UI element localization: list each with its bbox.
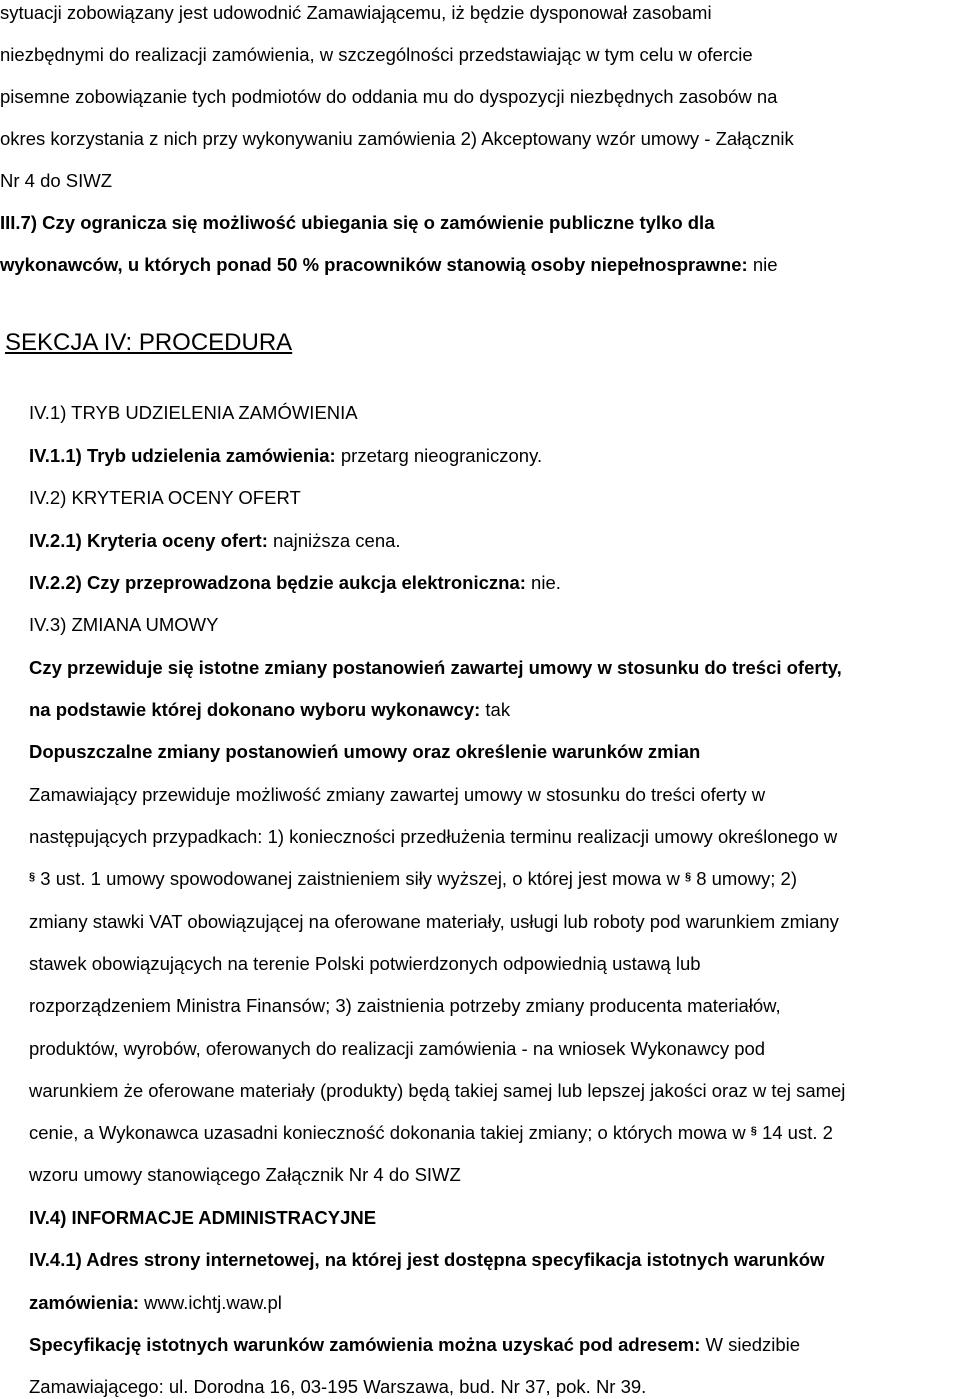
iv3-text-line-3-b: 8 umowy; 2): [696, 868, 797, 889]
iv3-text-line-2: następujących przypadkach: 1) konieczności przedłużenia terminu realizacji umowy określonego w: [29, 826, 838, 847]
iv4-url-label: zamówienia:: [29, 1292, 139, 1313]
iv3-text-line-7: produktów, wyrobów, oferowanych do realizacji zamówienia - na wniosek Wykonawcy pod: [29, 1038, 766, 1059]
iv3-sub-heading: Dopuszczalne zmiany postanowień umowy oraz określenie warunków zmian: [29, 741, 701, 762]
iv4-line-4: Zamawiającego: ul. Dorodna 16, 03-195 Warszawa, bud. Nr 37, pok. Nr 39.: [29, 1376, 647, 1397]
iv3-text-line-4: zmiany stawki VAT obowiązującej na oferowane materiały, usługi lub roboty pod warunkiem zmiany: [29, 911, 839, 932]
iv3-text-line-10: wzoru umowy stanowiącego Załącznik Nr 4 do SIWZ: [29, 1164, 461, 1185]
iv4-line-1: IV.4.1) Adres strony internetowej, na której jest dostępna specyfikacja istotnych warunków: [29, 1249, 825, 1270]
iv3-text-line-6: rozporządzeniem Ministra Finansów; 3) zaistnienia potrzeby zmiany producenta materiałów,: [29, 995, 781, 1016]
iv2-auction: [29, 571, 561, 595]
iv3-text-line-9-a: cenie, a Wykonawca uzasadni konieczność dokonania takiej zmiany; o których mowa w: [29, 1122, 746, 1143]
iv3-question-answer: tak: [480, 699, 511, 720]
intro-line-4: okres korzystania z nich przy wykonywaniu zamówienia 2) Akceptowany wzór umowy - Załącznik: [0, 128, 794, 149]
iv2-auction-value: nie.: [525, 572, 561, 593]
section-sign-icon: §: [750, 1125, 757, 1137]
iv2-criteria-value: najniższa cena.: [267, 530, 401, 551]
iv3-text-line-5: stawek obowiązujących na terenie Polski potwierdzonych odpowiednią ustawą lub: [29, 953, 701, 974]
question-iii7-answer: nie: [747, 254, 778, 275]
iv4-address-label: Specyfikację istotnych warunków zamówienia można uzyskać pod adresem:: [29, 1334, 701, 1355]
iv3-question-label: na podstawie której dokonano wyboru wykonawcy:: [29, 699, 481, 720]
iv2-criteria: [29, 529, 401, 553]
intro-line-1: sytuacji zobowiązany jest udowodnić Zamawiającemu, iż będzie dysponował zasobami: [0, 2, 712, 23]
intro-line-3: pisemne zobowiązanie tych podmiotów do oddania mu do dyspozycji niezbędnych zasobów na: [0, 86, 778, 107]
iv3-text-line-3-a: 3 ust. 1 umowy spowodowanej zaistnieniem siły wyższej, o której jest mowa w: [40, 868, 680, 889]
iv4-line-2: [29, 1291, 282, 1315]
iv1-mode-label: IV.1.1) Tryb udzielenia zamówienia:: [29, 445, 336, 466]
section-heading: SEKCJA IV: PROCEDURA: [5, 329, 293, 356]
question-iii7-line-1: III.7) Czy ogranicza się możliwość ubiegania się o zamówienie publiczne tylko dla: [0, 212, 715, 233]
iv3-question-line-2: [29, 698, 510, 722]
iv4-line-3: [29, 1333, 800, 1357]
iv3-text-line-9: [29, 1121, 833, 1145]
iv3-text-line-3: [29, 867, 797, 891]
iv2-criteria-label: IV.2.1) Kryteria oceny ofert:: [29, 530, 268, 551]
iv4-address-value: W siedzibie: [700, 1334, 801, 1355]
iv1-title: IV.1) TRYB UDZIELENIA ZAMÓWIENIA: [29, 402, 358, 423]
section-sign-icon: §: [29, 871, 36, 883]
section-sign-icon: §: [684, 871, 692, 883]
iv3-text-line-8: warunkiem że oferowane materiały (produkty) będą takiej samej lub lepszej jakości oraz w tej samej: [29, 1080, 846, 1101]
question-iii7-line-2: [0, 253, 778, 277]
iv3-title: IV.3) ZMIANA UMOWY: [29, 614, 219, 635]
iv3-question-line-1: Czy przewiduje się istotne zmiany postanowień zawartej umowy w stosunku do treści oferty,: [29, 657, 842, 678]
iv1-mode-value: przetarg nieograniczony.: [335, 445, 543, 466]
iv1-mode: [29, 444, 542, 468]
intro-line-5: Nr 4 do SIWZ: [0, 170, 113, 191]
question-iii7-label: wykonawców, u których ponad 50 % pracowników stanowią osoby niepełnosprawne:: [0, 254, 748, 275]
iv4-url-value[interactable]: www.ichtj.waw.pl: [139, 1292, 282, 1313]
intro-line-2: niezbędnymi do realizacji zamówienia, w szczególności przedstawiając w tym celu w ofercie: [0, 44, 753, 65]
iv2-title: IV.2) KRYTERIA OCENY OFERT: [29, 487, 301, 508]
iv3-text-line-9-b: 14 ust. 2: [761, 1122, 833, 1143]
iv2-auction-label: IV.2.2) Czy przeprowadzona będzie aukcja elektroniczna:: [29, 572, 526, 593]
iv3-text-line-1: Zamawiający przewiduje możliwość zmiany zawartej umowy w stosunku do treści oferty w: [29, 784, 766, 805]
iv4-title: IV.4) INFORMACJE ADMINISTRACYJNE: [29, 1207, 377, 1228]
